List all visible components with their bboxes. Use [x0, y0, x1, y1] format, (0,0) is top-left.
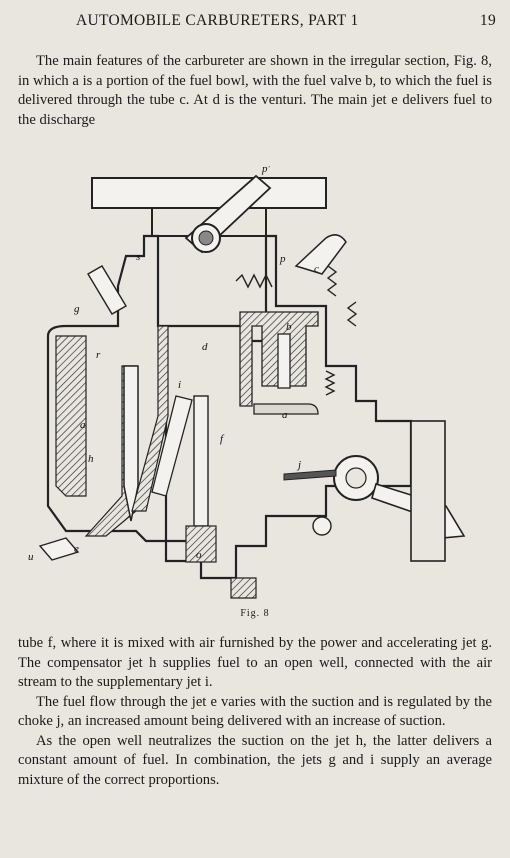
bottom-nozzle [231, 578, 256, 598]
label-j: j [298, 459, 302, 471]
discharge-tube [194, 396, 208, 526]
label-p-prime: p′ [262, 166, 270, 175]
figure-caption: Fig. 8 [240, 608, 270, 619]
page-number: 19 [479, 12, 496, 29]
fuel-tube [296, 235, 346, 274]
label-d: d [202, 341, 208, 353]
label-p: p [280, 253, 286, 265]
choke-plate [284, 470, 336, 480]
paragraph-2: The fuel flow through the jet e varies with the suction and is regulated by the choke j, an increased amount being delivered with an increase of suction. [18, 693, 492, 729]
fuel-bowl-wall [56, 336, 86, 496]
label-b: b [286, 321, 292, 333]
label-c: c [314, 263, 319, 275]
label-i: i [178, 379, 182, 391]
label-a-float: a [282, 409, 288, 421]
label-h: h [88, 453, 94, 465]
intro-paragraph [18, 52, 492, 130]
label-g: g [74, 303, 80, 315]
header-title: AUTOMOBILE CARBURETERS, PART 1 [76, 12, 359, 29]
fuel-valve [278, 334, 290, 388]
label-u: u [28, 551, 34, 563]
paragraph-1: tube f, where it is mixed with air furnished by the power and accelerating jet g. The compensator jet h supplies fuel to an open well, connected with the air stream to the supplementary jet i. [18, 635, 492, 690]
label-f: f [220, 433, 224, 445]
carbureter-section-figure [26, 166, 486, 606]
intro-text: The main features of the carbureter are shown in the irregular section, Fig. 8, in which a is a portion of the fuel bowl, with the fuel valve b, to which the fuel is delivered through the tube c. At d is the venturi. The main jet e delivers fuel to the discharge [18, 53, 492, 128]
label-s: s [136, 251, 141, 263]
label-e: e [74, 543, 79, 555]
paragraph-3: As the open well neutralizes the suction on the jet h, the latter delivers a constant amount of fuel. In combination, the jets g and i supply an average mixture of the correct proportions. [18, 732, 492, 788]
label-r: r [96, 349, 101, 361]
fuel-inlet [40, 538, 78, 560]
continuation-text [18, 634, 492, 790]
top-flange [92, 178, 326, 208]
label-o: o [196, 549, 202, 561]
label-a-bowl: a [80, 419, 86, 431]
